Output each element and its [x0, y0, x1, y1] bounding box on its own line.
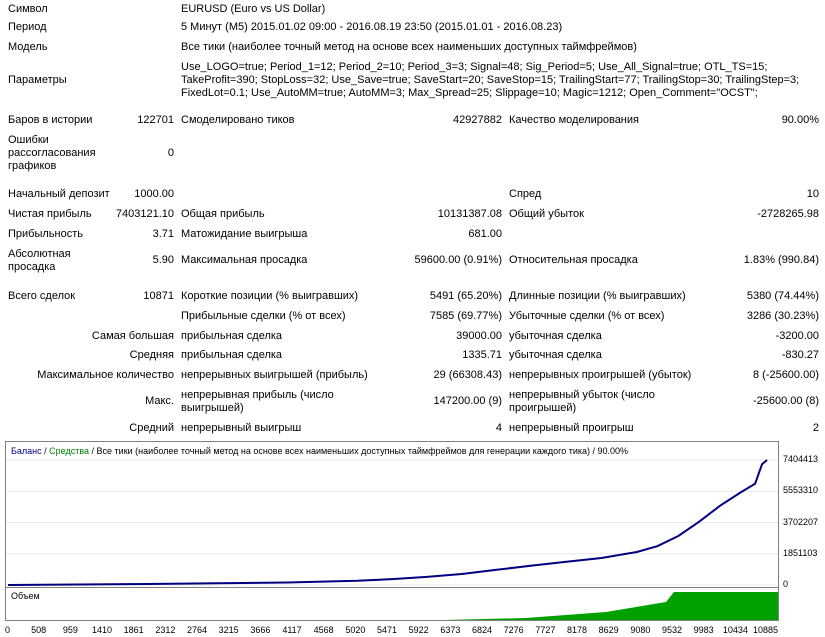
gross-loss-value: -2728265.98: [757, 208, 819, 220]
bars-value: 122701: [137, 114, 174, 126]
x-tick-label: 7727: [535, 625, 556, 635]
x-tick-label: 508: [31, 625, 47, 635]
max-count-label: Максимальное количество: [37, 369, 174, 381]
cons-loss-label: непрерывный убыток (число проигрышей): [509, 389, 655, 414]
y-tick-label: 1851103: [783, 547, 818, 558]
x-tick-label: 6373: [440, 625, 461, 635]
largest-label: Самая большая: [91, 330, 174, 342]
cons-profit-value: 147200.00 (9): [433, 395, 502, 407]
x-tick-label: 4117: [282, 625, 302, 635]
profit-trades-value: 7585 (69.77%): [429, 310, 502, 322]
y-tick-label: 7404413: [783, 454, 819, 464]
x-tick-label: 3215: [218, 625, 239, 635]
avg-loss-value: -830.27: [781, 349, 819, 361]
legend-sep-2: /: [89, 446, 97, 456]
x-tick-label: 2312: [155, 625, 176, 635]
gross-profit-value: 10131387.08: [437, 208, 502, 220]
average-cons-label: Средний: [129, 422, 174, 434]
x-tick-label: 1861: [123, 625, 144, 635]
loss-trades-label: Убыточные сделки (% от всех): [509, 310, 665, 322]
period-label: Период: [8, 21, 47, 33]
rel-drawdown-value: 1.83% (990.84): [743, 254, 819, 266]
short-positions-value: 5491 (65.20%): [429, 290, 502, 302]
profit-factor-value: 3.71: [152, 228, 174, 240]
legend-sep-1: /: [41, 446, 50, 456]
x-tick-label: 1410: [91, 625, 113, 635]
model-label: Модель: [8, 41, 48, 53]
params-label: Параметры: [8, 74, 67, 86]
total-trades-value: 10871: [143, 290, 174, 302]
largest-loss-label: убыточная сделка: [509, 330, 602, 342]
x-tick-label: 0: [5, 625, 11, 635]
params-line-2: TakeProfit=390; StopLoss=32; Use_Save=true; SaveStart=20; SaveStop=15; TrailingStart=77; TrailingStop=30; TrailingStep=3;: [181, 74, 800, 86]
cons-loss-value: -25600.00 (8): [752, 395, 819, 407]
quality-value: 90.00%: [781, 114, 819, 126]
cons-losses-label: непрерывных проигрышей (убыток): [509, 369, 692, 381]
x-tick-label: 959: [62, 625, 78, 635]
x-tick-label: 3666: [250, 625, 271, 635]
volume-chart-svg: [6, 588, 779, 621]
cons-profit-label: непрерывная прибыль (число выигрышей): [181, 389, 334, 414]
x-tick-label: 4568: [313, 625, 334, 635]
x-tick-label: 9983: [693, 625, 714, 635]
rel-drawdown-label: Относительная просадка: [509, 254, 638, 266]
model-value: Все тики (наиболее точный метод на основе всех наименьших доступных таймфреймов): [181, 41, 637, 53]
errors-label: Ошибки рассогласования графиков: [8, 134, 96, 172]
gross-loss-label: Общий убыток: [509, 208, 584, 220]
legend-equity: Средства: [49, 446, 90, 456]
expected-payoff-value: 681.00: [468, 228, 502, 240]
y-tick-label: 0: [783, 579, 789, 589]
y-tick-label: 3702207: [783, 516, 819, 527]
total-trades-label: Всего сделок: [8, 290, 76, 302]
params-line-1: Use_LOGO=true; Period_1=12; Period_2=10; Period_3=3; Signal=48; Sig_Period=5; Use_All_Signal=true; OTL_TS=15;: [181, 61, 768, 73]
params-line-3: FixedLot=0.1; Use_AutoMM=true; AutoMM=3; Max_Spread=25; Slippage=10; Magic=1212; Open_Comment="OCST";: [181, 87, 758, 99]
largest-profit-label: прибыльная сделка: [181, 330, 283, 342]
ticks-value: 42927882: [453, 114, 502, 126]
avg-loss-label: убыточная сделка: [509, 349, 602, 361]
net-profit-label: Чистая прибыль: [8, 208, 92, 220]
symbol-label: Символ: [8, 3, 48, 15]
avg-cons-win-label: непрерывный выигрыш: [181, 422, 302, 434]
largest-loss-value: -3200.00: [775, 330, 819, 342]
x-tick-label: 10434: [722, 625, 748, 635]
x-tick-label: 7276: [503, 625, 524, 635]
loss-trades-value: 3286 (30.23%): [746, 310, 819, 322]
volume-chart: [5, 587, 779, 621]
x-tick-label: 2764: [186, 625, 208, 635]
x-tick-label: 5922: [408, 625, 429, 635]
volume-label: Объем: [11, 591, 40, 601]
cons-wins-label: непрерывных выигрышей (прибыль): [181, 369, 368, 381]
spread-label: Спред: [509, 188, 542, 200]
avg-cons-win-value: 4: [495, 422, 502, 434]
errors-value: 0: [167, 147, 174, 159]
largest-profit-value: 39000.00: [456, 330, 502, 342]
long-positions-label: Длинные позиции (% выигравших): [509, 290, 686, 302]
x-tick-label: 8178: [566, 625, 588, 635]
avg-profit-label: прибыльная сделка: [181, 349, 283, 361]
max-drawdown-label: Максимальная просадка: [181, 254, 308, 266]
avg-profit-value: 1335.71: [462, 349, 502, 361]
avg-cons-loss-value: 2: [812, 422, 819, 434]
spread-value: 10: [806, 188, 819, 200]
x-tick-label: 6824: [471, 625, 493, 635]
balance-chart-svg: [6, 442, 779, 588]
abs-drawdown-label: Абсолютная просадка: [8, 248, 71, 273]
long-positions-value: 5380 (74.44%): [746, 290, 819, 302]
ticks-label: Смоделировано тиков: [181, 114, 295, 126]
x-tick-label: 8629: [598, 625, 619, 635]
net-profit-value: 7403121.10: [115, 208, 174, 220]
deposit-label: Начальный депозит: [8, 188, 110, 200]
max-drawdown-value: 59600.00 (0.91%): [414, 254, 502, 266]
quality-label: Качество моделирования: [509, 114, 639, 126]
short-positions-label: Короткие позиции (% выигравших): [181, 290, 359, 302]
symbol-value: EURUSD (Euro vs US Dollar): [181, 3, 326, 15]
cons-wins-value: 29 (66308.43): [433, 369, 502, 381]
avg-cons-loss-label: непрерывный проигрыш: [509, 422, 634, 434]
x-tick-label: 5471: [376, 625, 398, 635]
chart-legend: [11, 446, 628, 456]
x-tick-label: 5020: [345, 625, 366, 635]
max-label: Макс.: [145, 395, 174, 407]
profit-trades-label: Прибыльные сделки (% от всех): [181, 310, 346, 322]
expected-payoff-label: Матожидание выигрыша: [181, 228, 308, 240]
volume-area: [444, 592, 778, 620]
period-value: 5 Минут (M5) 2015.01.02 09:00 - 2016.08.19 23:50 (2015.01.01 - 2016.08.23): [181, 21, 563, 33]
average-label: Средняя: [129, 349, 174, 361]
legend-balance: Баланс: [11, 446, 42, 456]
cons-losses-value: 8 (-25600.00): [752, 369, 819, 381]
y-tick-label: 5553310: [783, 485, 819, 496]
balance-chart: [5, 441, 779, 588]
deposit-value: 1000.00: [134, 188, 174, 200]
abs-drawdown-value: 5.90: [152, 254, 174, 266]
legend-description: Все тики (наиболее точный метод на основе всех наименьших доступных таймфреймов для генерации каждого тика) / 90.00%: [96, 446, 629, 456]
profit-factor-label: Прибыльность: [8, 228, 83, 240]
gross-profit-label: Общая прибыль: [181, 208, 265, 220]
bars-label: Баров в истории: [8, 114, 93, 126]
x-tick-label: 10885: [752, 625, 778, 635]
x-tick-label: 9532: [661, 625, 683, 635]
x-tick-label: 9080: [630, 625, 651, 635]
